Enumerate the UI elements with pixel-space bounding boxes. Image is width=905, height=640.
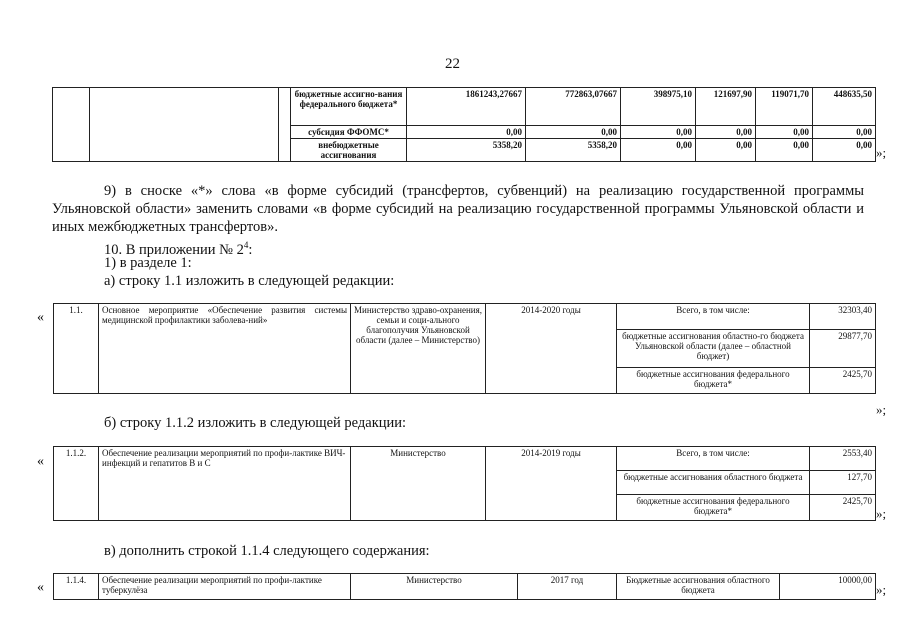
value-cell: 448635,50 (813, 88, 876, 126)
paragraph-b: б) строку 1.1.2 изложить в следующей редакции: (104, 415, 407, 431)
period: 2014-2019 годы (486, 447, 617, 521)
paragraph-10: 10. В приложении № $2^4$: (104, 240, 253, 258)
paragraph-9: 9) в сноске «*» слова «в форме субсидий (трансфертов, субвенций) на реализацию государственной программы Ульяновской области» заменить словами «в форме субсидий на реализацию государственной программы Ульяновской области и иных межбюджетных трансфертов». (52, 183, 864, 235)
value-cell: 398975,10 (621, 88, 696, 126)
value-cell: 2553,40 (810, 447, 876, 471)
value-cell: 0,00 (696, 139, 756, 162)
value-cell: 0,00 (696, 126, 756, 139)
measure-name: Обеспечение реализации мероприятий по профи-лактике ВИЧ-инфекций и гепатитов В и С (99, 447, 351, 521)
value-cell: 1861243,27667 (407, 88, 526, 126)
value-cell: 32303,40 (810, 304, 876, 330)
value-cell: 5358,20 (526, 139, 621, 162)
value-cell: 10000,00 (780, 574, 876, 600)
value-cell: 0,00 (756, 139, 813, 162)
value-cell: 0,00 (621, 126, 696, 139)
opening-quote: « (37, 310, 44, 325)
value-cell: 772863,07667 (526, 88, 621, 126)
value-cell: 121697,90 (696, 88, 756, 126)
page-number: 22 (445, 56, 460, 72)
value-cell: 0,00 (813, 139, 876, 162)
value-cell: 2425,70 (810, 495, 876, 521)
period: 2014-2020 годы (486, 304, 617, 394)
closing-quote: »; (876, 402, 887, 417)
row-label: внебюджетные ассигнования (291, 139, 407, 162)
funding-source: Всего, в том числе: (617, 304, 810, 330)
opening-quote: « (37, 454, 44, 469)
value-cell: 29877,70 (810, 330, 876, 368)
value-cell: 2425,70 (810, 368, 876, 394)
row-number: 1.1.2. (54, 447, 99, 521)
opening-quote: « (37, 580, 44, 595)
table-row (54, 447, 876, 471)
paragraph-section-1: 1) в разделе 1: (104, 255, 192, 271)
paragraph-v: в) дополнить строкой 1.1.4 следующего содержания: (104, 543, 430, 559)
value-cell: 0,00 (621, 139, 696, 162)
value-cell: 5358,20 (407, 139, 526, 162)
funding-source: бюджетные ассигнования областного бюджета (617, 471, 810, 495)
table-row-1-1-4 (53, 573, 876, 600)
funding-source: бюджетные ассигнования областно-го бюджета Ульяновской области (далее – областной бюджет) (617, 330, 810, 368)
table-row (53, 88, 876, 126)
value-cell: 0,00 (813, 126, 876, 139)
value-cell: 0,00 (526, 126, 621, 139)
paragraph-a: а) строку 1.1 изложить в следующей редакции: (104, 273, 395, 289)
table-row-1-1 (53, 303, 876, 394)
value-cell: 0,00 (756, 126, 813, 139)
row-number: 1.1.4. (54, 574, 99, 600)
table-row (54, 574, 876, 600)
closing-quote: »; (876, 145, 887, 160)
closing-quote: »; (876, 506, 887, 521)
value-cell: 119071,70 (756, 88, 813, 126)
value-cell: 127,70 (810, 471, 876, 495)
funding-source: Бюджетные ассигнования областного бюджета (617, 574, 780, 600)
table-row (54, 304, 876, 330)
top-table (52, 87, 876, 162)
measure-name: Обеспечение реализации мероприятий по профи-лактике туберкулёза (99, 574, 351, 600)
period: 2017 год (518, 574, 617, 600)
row-number: 1.1. (54, 304, 99, 394)
row-label: субсидия ФФОМС* (291, 126, 407, 139)
table-row-1-1-2 (53, 446, 876, 521)
closing-quote: »; (876, 582, 887, 597)
value-cell: 0,00 (407, 126, 526, 139)
executor: Министерство здраво-охранения, семьи и соци-ального благополучия Ульяновской области (далее – Министерство) (351, 304, 486, 394)
measure-name: Основное мероприятие «Обеспечение развития системы медицинской профилактики заболева-ний» (99, 304, 351, 394)
funding-source: бюджетные ассигнования федерального бюджета* (617, 495, 810, 521)
row-label: бюджетные ассигно-вания федерального бюджета* (291, 88, 407, 126)
funding-source: бюджетные ассигнования федерального бюджета* (617, 368, 810, 394)
funding-source: Всего, в том числе: (617, 447, 810, 471)
executor: Министерство (351, 574, 518, 600)
executor: Министерство (351, 447, 486, 521)
